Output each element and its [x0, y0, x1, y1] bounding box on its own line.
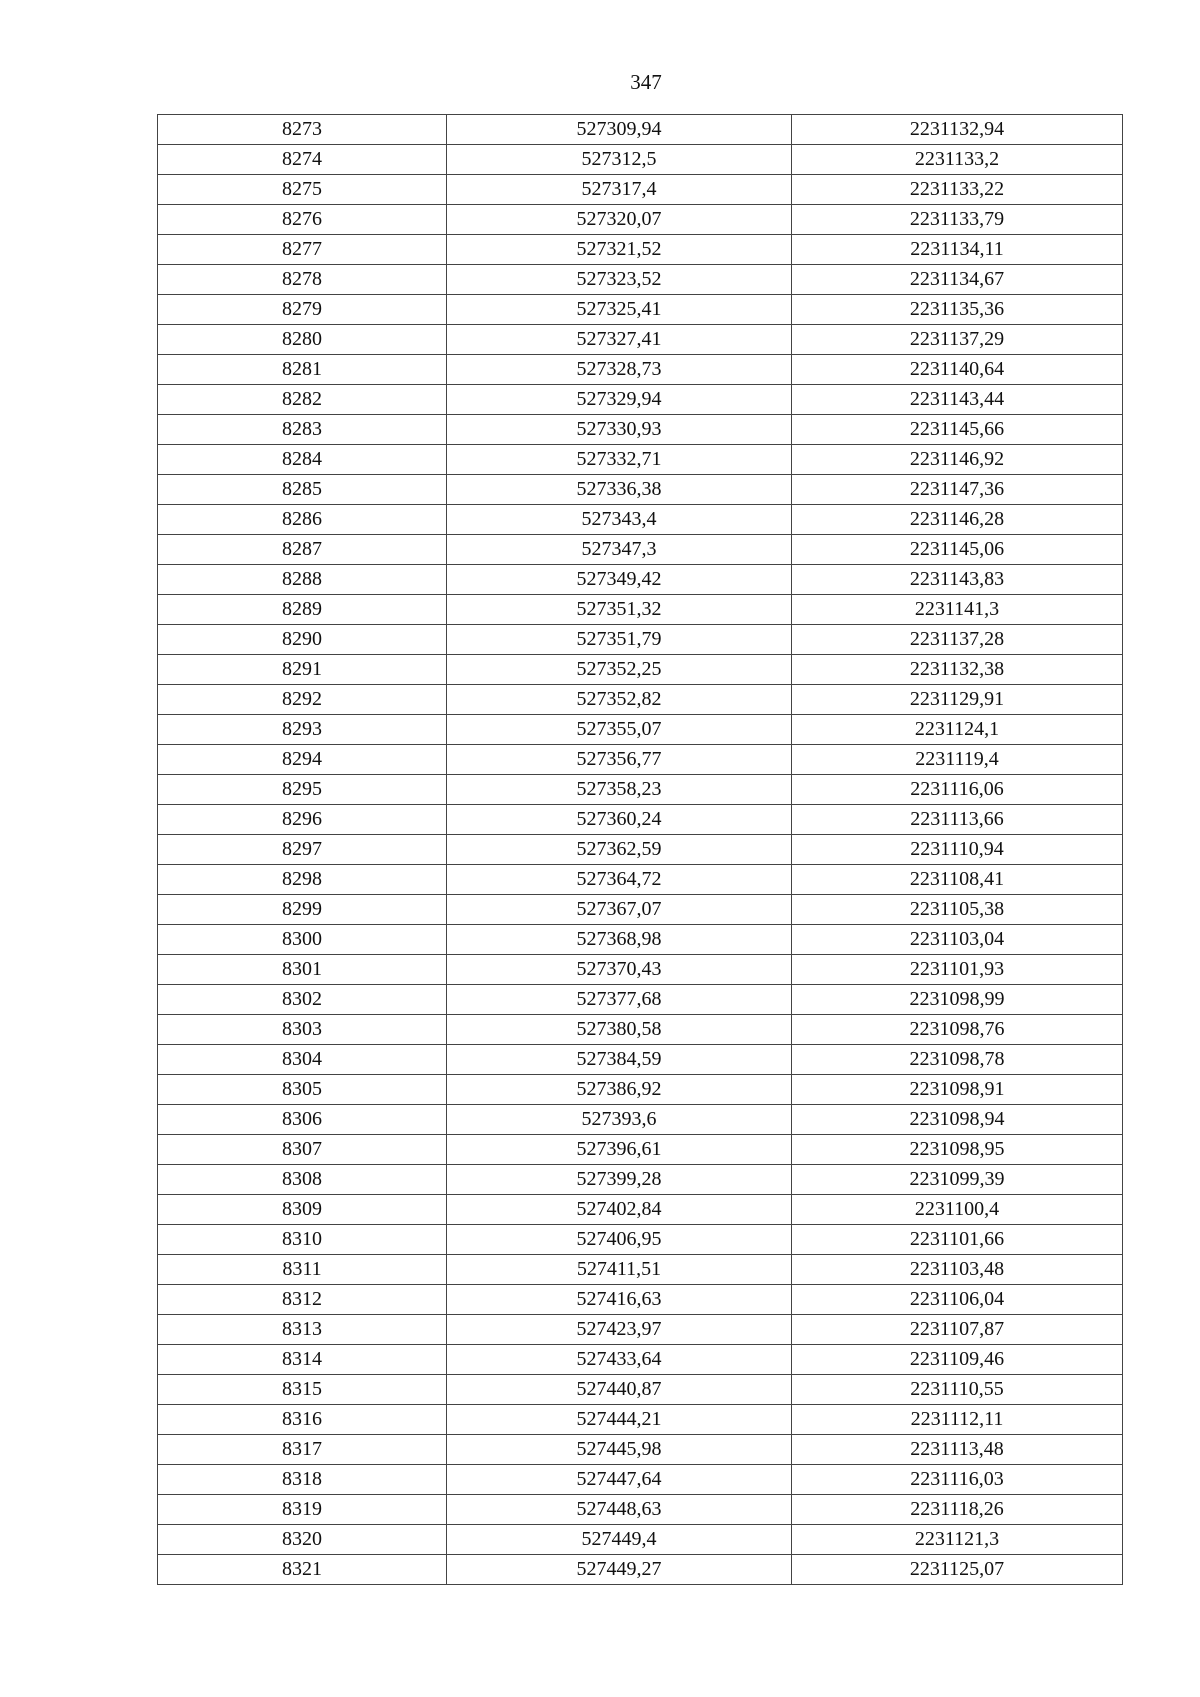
x-coordinate-cell: 527449,4	[447, 1525, 792, 1555]
x-coordinate-cell: 527444,21	[447, 1405, 792, 1435]
point-number-cell: 8276	[158, 205, 447, 235]
y-coordinate-cell: 2231121,3	[792, 1525, 1123, 1555]
y-coordinate-cell: 2231137,28	[792, 625, 1123, 655]
x-coordinate-cell: 527368,98	[447, 925, 792, 955]
table-row	[158, 1165, 1123, 1195]
coordinates-table	[157, 114, 1123, 1585]
y-coordinate-cell: 2231110,94	[792, 835, 1123, 865]
table-row	[158, 1375, 1123, 1405]
table-row	[158, 415, 1123, 445]
point-number-cell: 8282	[158, 385, 447, 415]
y-coordinate-cell: 2231108,41	[792, 865, 1123, 895]
x-coordinate-cell: 527323,52	[447, 265, 792, 295]
table-row	[158, 985, 1123, 1015]
table-row	[158, 865, 1123, 895]
point-number-cell: 8275	[158, 175, 447, 205]
y-coordinate-cell: 2231118,26	[792, 1495, 1123, 1525]
point-number-cell: 8278	[158, 265, 447, 295]
x-coordinate-cell: 527423,97	[447, 1315, 792, 1345]
table-row	[158, 1255, 1123, 1285]
point-number-cell: 8298	[158, 865, 447, 895]
table-row	[158, 1105, 1123, 1135]
table-row	[158, 745, 1123, 775]
table-row	[158, 1285, 1123, 1315]
point-number-cell: 8281	[158, 355, 447, 385]
x-coordinate-cell: 527317,4	[447, 175, 792, 205]
table-row	[158, 685, 1123, 715]
x-coordinate-cell: 527416,63	[447, 1285, 792, 1315]
y-coordinate-cell: 2231113,66	[792, 805, 1123, 835]
y-coordinate-cell: 2231147,36	[792, 475, 1123, 505]
point-number-cell: 8317	[158, 1435, 447, 1465]
table-row	[158, 1435, 1123, 1465]
x-coordinate-cell: 527449,27	[447, 1555, 792, 1585]
y-coordinate-cell: 2231103,48	[792, 1255, 1123, 1285]
point-number-cell: 8297	[158, 835, 447, 865]
table-row	[158, 655, 1123, 685]
point-number-cell: 8293	[158, 715, 447, 745]
table-row	[158, 835, 1123, 865]
x-coordinate-cell: 527406,95	[447, 1225, 792, 1255]
table-row	[158, 1225, 1123, 1255]
table-row	[158, 505, 1123, 535]
point-number-cell: 8301	[158, 955, 447, 985]
point-number-cell: 8320	[158, 1525, 447, 1555]
table-row	[158, 1555, 1123, 1585]
point-number-cell: 8321	[158, 1555, 447, 1585]
point-number-cell: 8296	[158, 805, 447, 835]
table-row	[158, 805, 1123, 835]
y-coordinate-cell: 2231145,06	[792, 535, 1123, 565]
y-coordinate-cell: 2231129,91	[792, 685, 1123, 715]
y-coordinate-cell: 2231143,44	[792, 385, 1123, 415]
table-row	[158, 475, 1123, 505]
y-coordinate-cell: 2231133,22	[792, 175, 1123, 205]
table-row	[158, 235, 1123, 265]
point-number-cell: 8319	[158, 1495, 447, 1525]
x-coordinate-cell: 527386,92	[447, 1075, 792, 1105]
point-number-cell: 8309	[158, 1195, 447, 1225]
x-coordinate-cell: 527312,5	[447, 145, 792, 175]
point-number-cell: 8286	[158, 505, 447, 535]
y-coordinate-cell: 2231145,66	[792, 415, 1123, 445]
x-coordinate-cell: 527329,94	[447, 385, 792, 415]
table-row	[158, 1345, 1123, 1375]
table-row	[158, 115, 1123, 145]
table-row	[158, 1135, 1123, 1165]
x-coordinate-cell: 527327,41	[447, 325, 792, 355]
y-coordinate-cell: 2231135,36	[792, 295, 1123, 325]
point-number-cell: 8303	[158, 1015, 447, 1045]
y-coordinate-cell: 2231116,06	[792, 775, 1123, 805]
table-row	[158, 1405, 1123, 1435]
x-coordinate-cell: 527411,51	[447, 1255, 792, 1285]
x-coordinate-cell: 527370,43	[447, 955, 792, 985]
x-coordinate-cell: 527448,63	[447, 1495, 792, 1525]
y-coordinate-cell: 2231132,38	[792, 655, 1123, 685]
coordinates-table-body	[158, 115, 1123, 1585]
point-number-cell: 8316	[158, 1405, 447, 1435]
point-number-cell: 8304	[158, 1045, 447, 1075]
table-row	[158, 1015, 1123, 1045]
table-row	[158, 1465, 1123, 1495]
point-number-cell: 8290	[158, 625, 447, 655]
point-number-cell: 8273	[158, 115, 447, 145]
x-coordinate-cell: 527355,07	[447, 715, 792, 745]
table-row	[158, 445, 1123, 475]
x-coordinate-cell: 527360,24	[447, 805, 792, 835]
x-coordinate-cell: 527320,07	[447, 205, 792, 235]
y-coordinate-cell: 2231098,94	[792, 1105, 1123, 1135]
table-row	[158, 715, 1123, 745]
y-coordinate-cell: 2231103,04	[792, 925, 1123, 955]
y-coordinate-cell: 2231101,66	[792, 1225, 1123, 1255]
y-coordinate-cell: 2231125,07	[792, 1555, 1123, 1585]
y-coordinate-cell: 2231113,48	[792, 1435, 1123, 1465]
y-coordinate-cell: 2231133,79	[792, 205, 1123, 235]
point-number-cell: 8287	[158, 535, 447, 565]
y-coordinate-cell: 2231110,55	[792, 1375, 1123, 1405]
y-coordinate-cell: 2231134,67	[792, 265, 1123, 295]
x-coordinate-cell: 527352,25	[447, 655, 792, 685]
y-coordinate-cell: 2231140,64	[792, 355, 1123, 385]
y-coordinate-cell: 2231098,95	[792, 1135, 1123, 1165]
point-number-cell: 8274	[158, 145, 447, 175]
table-row	[158, 1195, 1123, 1225]
x-coordinate-cell: 527377,68	[447, 985, 792, 1015]
point-number-cell: 8299	[158, 895, 447, 925]
y-coordinate-cell: 2231098,76	[792, 1015, 1123, 1045]
point-number-cell: 8314	[158, 1345, 447, 1375]
y-coordinate-cell: 2231105,38	[792, 895, 1123, 925]
y-coordinate-cell: 2231109,46	[792, 1345, 1123, 1375]
x-coordinate-cell: 527336,38	[447, 475, 792, 505]
y-coordinate-cell: 2231112,11	[792, 1405, 1123, 1435]
y-coordinate-cell: 2231124,1	[792, 715, 1123, 745]
point-number-cell: 8313	[158, 1315, 447, 1345]
x-coordinate-cell: 527352,82	[447, 685, 792, 715]
point-number-cell: 8283	[158, 415, 447, 445]
x-coordinate-cell: 527332,71	[447, 445, 792, 475]
x-coordinate-cell: 527384,59	[447, 1045, 792, 1075]
y-coordinate-cell: 2231133,2	[792, 145, 1123, 175]
y-coordinate-cell: 2231141,3	[792, 595, 1123, 625]
x-coordinate-cell: 527309,94	[447, 115, 792, 145]
table-row	[158, 145, 1123, 175]
table-row	[158, 1495, 1123, 1525]
y-coordinate-cell: 2231146,28	[792, 505, 1123, 535]
x-coordinate-cell: 527347,3	[447, 535, 792, 565]
table-row	[158, 955, 1123, 985]
table-row	[158, 175, 1123, 205]
x-coordinate-cell: 527447,64	[447, 1465, 792, 1495]
table-row	[158, 265, 1123, 295]
point-number-cell: 8307	[158, 1135, 447, 1165]
y-coordinate-cell: 2231119,4	[792, 745, 1123, 775]
point-number-cell: 8289	[158, 595, 447, 625]
point-number-cell: 8312	[158, 1285, 447, 1315]
y-coordinate-cell: 2231098,78	[792, 1045, 1123, 1075]
page-number: 347	[630, 70, 662, 94]
y-coordinate-cell: 2231116,03	[792, 1465, 1123, 1495]
x-coordinate-cell: 527393,6	[447, 1105, 792, 1135]
y-coordinate-cell: 2231137,29	[792, 325, 1123, 355]
x-coordinate-cell: 527328,73	[447, 355, 792, 385]
x-coordinate-cell: 527349,42	[447, 565, 792, 595]
y-coordinate-cell: 2231098,91	[792, 1075, 1123, 1105]
point-number-cell: 8279	[158, 295, 447, 325]
table-row	[158, 1315, 1123, 1345]
y-coordinate-cell: 2231106,04	[792, 1285, 1123, 1315]
point-number-cell: 8291	[158, 655, 447, 685]
table-row	[158, 205, 1123, 235]
x-coordinate-cell: 527351,79	[447, 625, 792, 655]
x-coordinate-cell: 527364,72	[447, 865, 792, 895]
x-coordinate-cell: 527325,41	[447, 295, 792, 325]
y-coordinate-cell: 2231098,99	[792, 985, 1123, 1015]
point-number-cell: 8306	[158, 1105, 447, 1135]
point-number-cell: 8302	[158, 985, 447, 1015]
table-row	[158, 295, 1123, 325]
point-number-cell: 8318	[158, 1465, 447, 1495]
x-coordinate-cell: 527396,61	[447, 1135, 792, 1165]
y-coordinate-cell: 2231099,39	[792, 1165, 1123, 1195]
x-coordinate-cell: 527399,28	[447, 1165, 792, 1195]
x-coordinate-cell: 527445,98	[447, 1435, 792, 1465]
table-row	[158, 1045, 1123, 1075]
y-coordinate-cell: 2231146,92	[792, 445, 1123, 475]
point-number-cell: 8308	[158, 1165, 447, 1195]
table-row	[158, 325, 1123, 355]
y-coordinate-cell: 2231100,4	[792, 1195, 1123, 1225]
point-number-cell: 8295	[158, 775, 447, 805]
point-number-cell: 8294	[158, 745, 447, 775]
x-coordinate-cell: 527356,77	[447, 745, 792, 775]
point-number-cell: 8292	[158, 685, 447, 715]
point-number-cell: 8277	[158, 235, 447, 265]
x-coordinate-cell: 527362,59	[447, 835, 792, 865]
table-row	[158, 565, 1123, 595]
point-number-cell: 8310	[158, 1225, 447, 1255]
point-number-cell: 8315	[158, 1375, 447, 1405]
table-row	[158, 925, 1123, 955]
y-coordinate-cell: 2231143,83	[792, 565, 1123, 595]
x-coordinate-cell: 527367,07	[447, 895, 792, 925]
table-row	[158, 1525, 1123, 1555]
x-coordinate-cell: 527343,4	[447, 505, 792, 535]
point-number-cell: 8280	[158, 325, 447, 355]
table-row	[158, 775, 1123, 805]
table-row	[158, 1075, 1123, 1105]
y-coordinate-cell: 2231101,93	[792, 955, 1123, 985]
x-coordinate-cell: 527440,87	[447, 1375, 792, 1405]
y-coordinate-cell: 2231134,11	[792, 235, 1123, 265]
x-coordinate-cell: 527330,93	[447, 415, 792, 445]
x-coordinate-cell: 527358,23	[447, 775, 792, 805]
table-row	[158, 895, 1123, 925]
table-row	[158, 355, 1123, 385]
y-coordinate-cell: 2231132,94	[792, 115, 1123, 145]
point-number-cell: 8311	[158, 1255, 447, 1285]
point-number-cell: 8284	[158, 445, 447, 475]
point-number-cell: 8300	[158, 925, 447, 955]
point-number-cell: 8285	[158, 475, 447, 505]
x-coordinate-cell: 527433,64	[447, 1345, 792, 1375]
x-coordinate-cell: 527351,32	[447, 595, 792, 625]
table-row	[158, 595, 1123, 625]
x-coordinate-cell: 527380,58	[447, 1015, 792, 1045]
point-number-cell: 8305	[158, 1075, 447, 1105]
table-row	[158, 535, 1123, 565]
point-number-cell: 8288	[158, 565, 447, 595]
y-coordinate-cell: 2231107,87	[792, 1315, 1123, 1345]
table-row	[158, 625, 1123, 655]
x-coordinate-cell: 527321,52	[447, 235, 792, 265]
x-coordinate-cell: 527402,84	[447, 1195, 792, 1225]
table-row	[158, 385, 1123, 415]
